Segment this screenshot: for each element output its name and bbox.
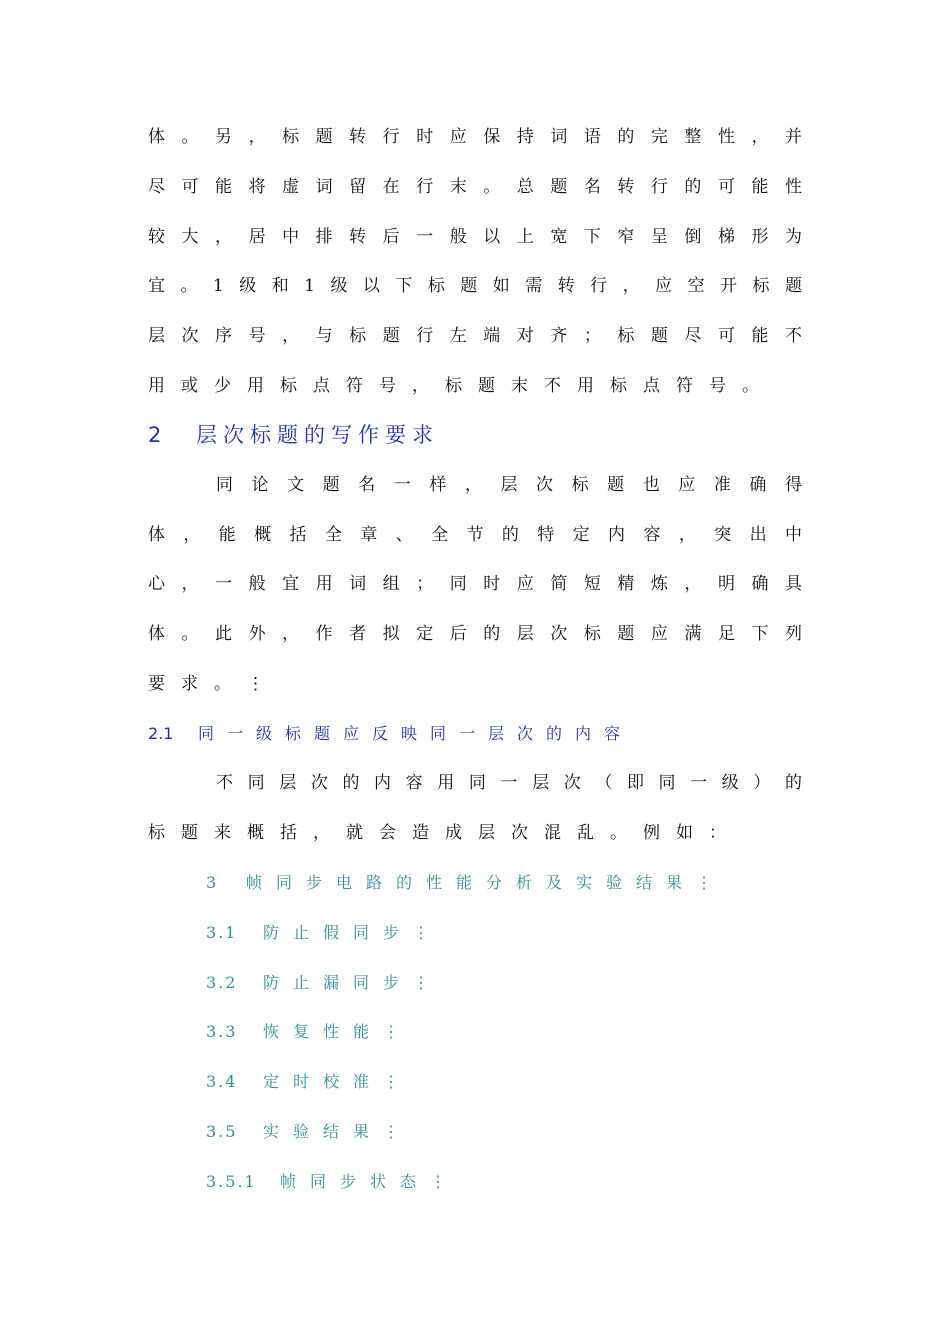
body-text-line: 不同层次的内容用同一层次（即同一级）的 [216, 773, 802, 793]
example-item-number: 3.4 [206, 1072, 238, 1091]
example-item [206, 1017, 413, 1047]
body-text-line: 体。另，标题转行时应保持词语的完整性，并 [148, 127, 802, 147]
body-text-line: 用或少用标点符号，标题末不用标点符号。 [148, 376, 775, 396]
example-item-number: 3 [206, 873, 219, 892]
subsection-title: 同一级标题应反映同一层次的内容 [198, 724, 634, 743]
example-item-text: 帧同步状态⋮ [280, 1172, 461, 1191]
example-item-text: 帧同步电路的性能分析及实验结果⋮ [246, 873, 727, 892]
example-item-number: 3.3 [206, 1022, 238, 1041]
example-item [206, 1117, 413, 1147]
body-text-line: 体。此外，作者拟定后的层次标题应满足下列 [148, 624, 802, 644]
body-text-line: 宜。1级和1级以下标题如需转行，应空开标题 [148, 276, 802, 296]
example-item [206, 1167, 460, 1197]
section-heading [148, 420, 802, 450]
example-item-number: 3.5 [206, 1122, 238, 1141]
section-title: 层次标题的写作要求 [196, 423, 439, 447]
body-text-line: 层次序号，与标题行左端对齐；标题尽可能不 [148, 326, 802, 346]
body-text-line: 体，能概括全章、全节的特定内容，突出中 [148, 525, 802, 545]
example-item-number: 3.5.1 [206, 1172, 257, 1191]
example-item-text: 定时校准⋮ [263, 1072, 414, 1091]
body-text-line: 要求。⋮ [148, 674, 280, 694]
body-text-line: 较大，居中排转后一般以上宽下窄呈倒梯形为 [148, 227, 802, 247]
example-item [206, 868, 726, 898]
example-item-text: 防止假同步⋮ [263, 923, 444, 942]
example-item [206, 1067, 413, 1097]
example-item-number: 3.1 [206, 923, 238, 942]
body-text-line: 尽可能将虚词留在行末。总题名转行的可能性 [148, 177, 802, 197]
example-item [206, 918, 443, 948]
subsection-number: 2.1 [148, 724, 174, 743]
example-item [206, 968, 443, 998]
section-number: 2 [148, 423, 162, 447]
body-text-line: 同论文题名一样，层次标题也应准确得 [216, 475, 802, 495]
subsection-heading [148, 719, 802, 749]
example-item-text: 恢复性能⋮ [263, 1022, 414, 1041]
example-item-text: 实验结果⋮ [263, 1122, 414, 1141]
body-text-line: 心，一般宜用词组；同时应简短精炼，明确具 [148, 574, 802, 594]
body-text-line: 标题来概括，就会造成层次混乱。例如： [148, 823, 742, 843]
example-item-text: 防止漏同步⋮ [263, 973, 444, 992]
example-item-number: 3.2 [206, 973, 238, 992]
